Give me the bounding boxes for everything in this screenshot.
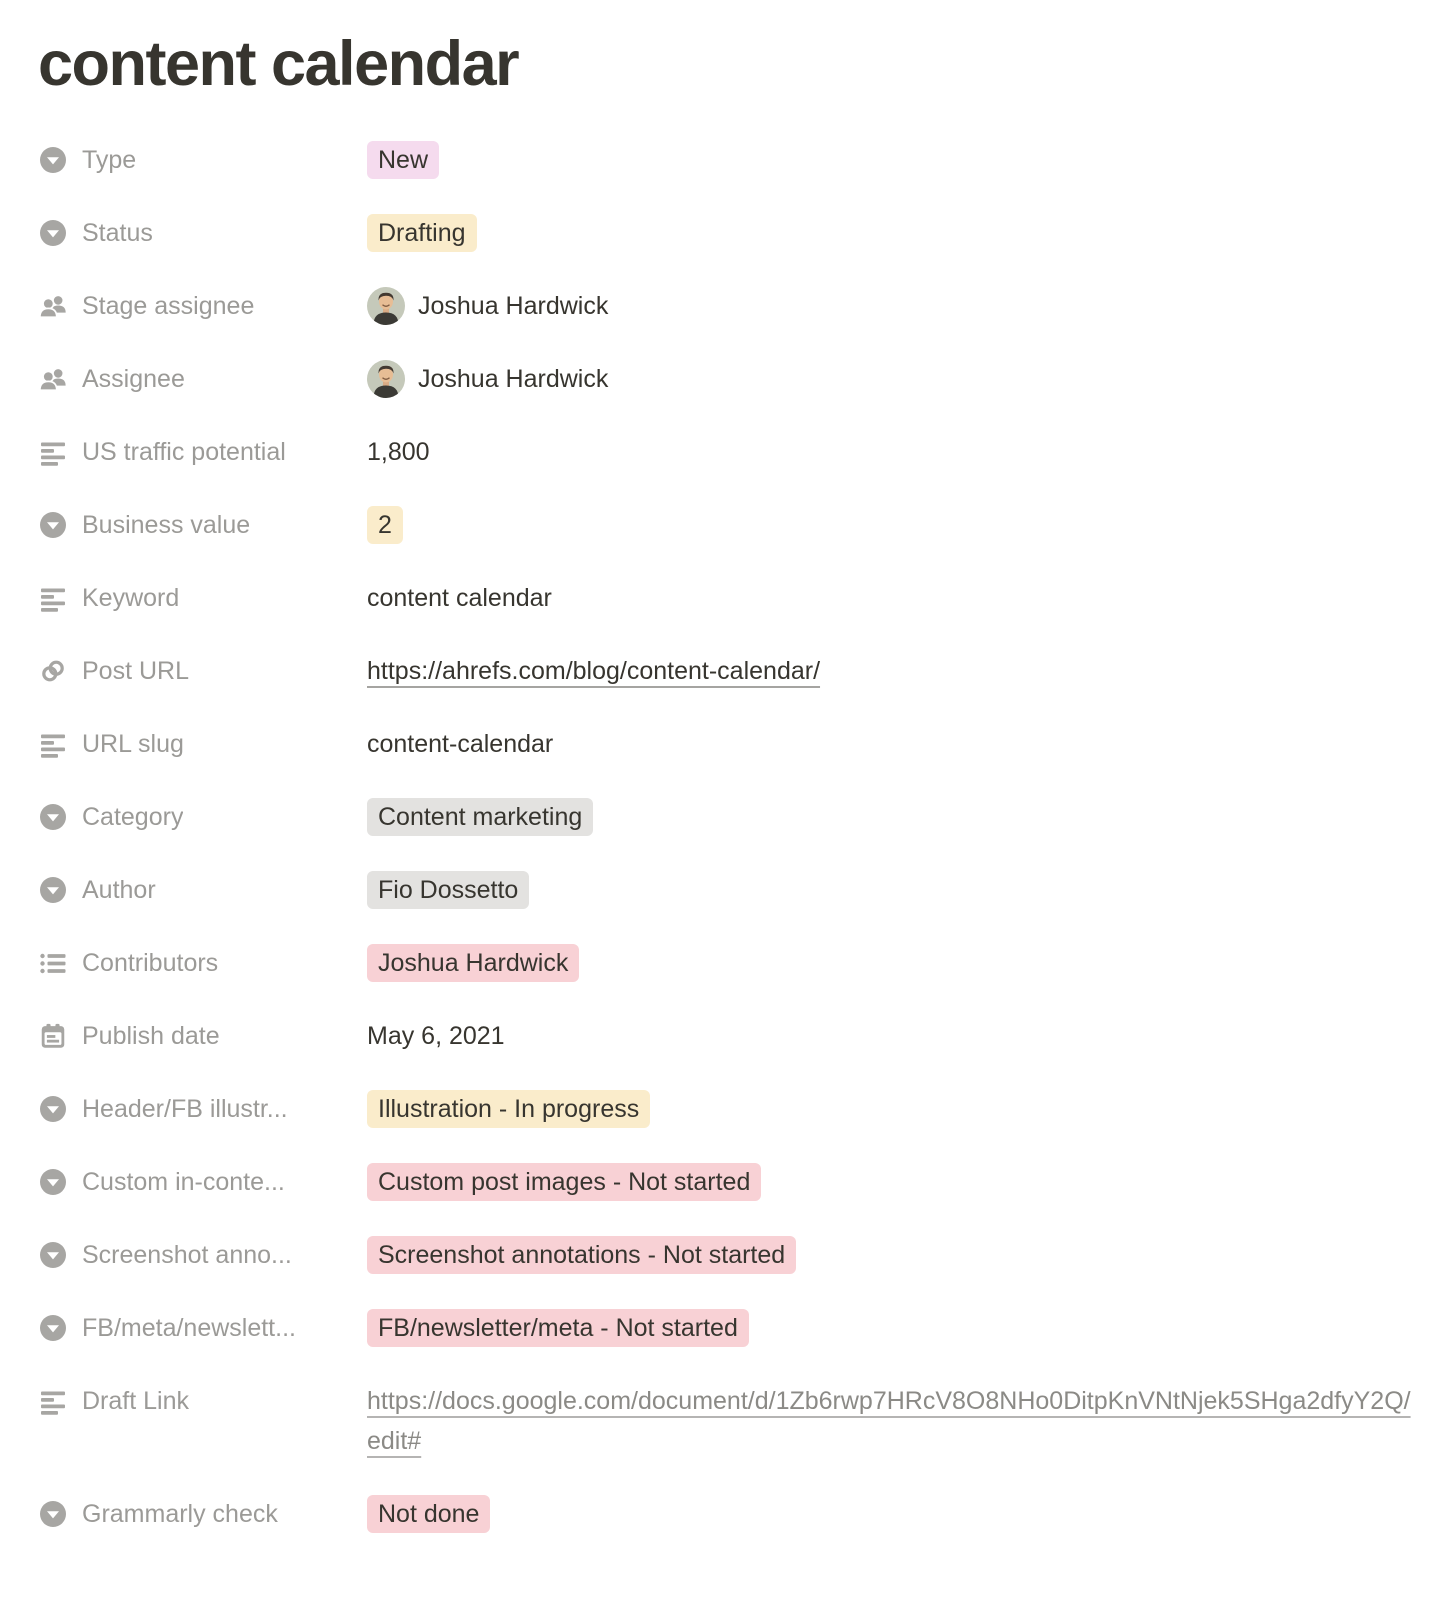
property-label[interactable] (38, 1016, 367, 1056)
property-row (38, 1308, 1414, 1348)
list-icon (38, 948, 68, 978)
property-label[interactable] (38, 1381, 367, 1421)
url-link[interactable]: https://ahrefs.com/blog/content-calendar/ (367, 657, 821, 686)
property-value[interactable] (367, 1235, 1414, 1275)
property-label[interactable] (38, 870, 367, 910)
url-link[interactable]: https://docs.google.com/document/d/1Zb6rwp7HRcV8O8NHo0DitpKnVNtNjek5SHga2dfyY2Q/edit# (367, 1387, 1411, 1456)
avatar (367, 360, 405, 398)
select-icon (38, 218, 68, 248)
property-row (38, 1089, 1414, 1129)
property-label-text: Publish date (82, 1022, 220, 1051)
property-label[interactable] (38, 213, 367, 253)
property-value[interactable] (367, 140, 1414, 180)
value-badge[interactable]: Joshua Hardwick (367, 944, 579, 982)
value-badge[interactable]: Screenshot annotations - Not started (367, 1236, 796, 1274)
property-row (38, 1162, 1414, 1202)
value-text: content calendar (367, 584, 552, 613)
property-value[interactable] (367, 286, 1414, 326)
property-value[interactable] (367, 578, 1414, 618)
property-value[interactable] (367, 724, 1414, 764)
avatar (367, 287, 405, 325)
property-row (38, 1235, 1414, 1275)
select-icon (38, 510, 68, 540)
property-value[interactable] (367, 797, 1414, 837)
person-chip[interactable] (367, 359, 608, 399)
property-label-text: Keyword (82, 584, 180, 613)
link-icon (38, 656, 68, 686)
property-label-text: Contributors (82, 949, 219, 978)
property-value[interactable] (367, 432, 1414, 472)
property-row (38, 359, 1414, 399)
property-value[interactable] (367, 870, 1414, 910)
property-label[interactable] (38, 286, 367, 326)
property-label-text: Stage assignee (82, 292, 255, 321)
property-row (38, 943, 1414, 983)
property-row (38, 724, 1414, 764)
property-row (38, 1494, 1414, 1534)
text-icon (38, 729, 68, 759)
property-label[interactable] (38, 505, 367, 545)
property-label[interactable] (38, 1162, 367, 1202)
property-label-text: Screenshot anno... (82, 1241, 292, 1270)
value-badge[interactable]: Drafting (367, 214, 477, 252)
select-icon (38, 1094, 68, 1124)
value-text: May 6, 2021 (367, 1022, 505, 1051)
property-label-text: Header/FB illustr... (82, 1095, 288, 1124)
person-icon (38, 291, 68, 321)
property-value[interactable] (367, 1089, 1414, 1129)
property-label[interactable] (38, 651, 367, 691)
property-value[interactable] (367, 213, 1414, 253)
value-badge[interactable]: Fio Dossetto (367, 871, 529, 909)
property-label-text: US traffic potential (82, 438, 286, 467)
property-row (38, 651, 1414, 691)
property-label[interactable] (38, 359, 367, 399)
value-badge[interactable]: FB/newsletter/meta - Not started (367, 1309, 749, 1347)
property-row (38, 578, 1414, 618)
property-label-text: Grammarly check (82, 1500, 278, 1529)
value-badge[interactable]: New (367, 141, 439, 179)
property-row (38, 505, 1414, 545)
value-badge[interactable]: Not done (367, 1495, 490, 1533)
property-row (38, 140, 1414, 180)
value-text: 1,800 (367, 438, 430, 467)
property-value[interactable] (367, 505, 1414, 545)
select-icon (38, 145, 68, 175)
property-label[interactable] (38, 797, 367, 837)
calendar-icon (38, 1021, 68, 1051)
property-value[interactable] (367, 1308, 1414, 1348)
property-value[interactable] (367, 1162, 1414, 1202)
select-icon (38, 1499, 68, 1529)
person-name: Joshua Hardwick (418, 292, 609, 321)
property-label-text: Assignee (82, 365, 185, 394)
property-value[interactable] (367, 1381, 1414, 1461)
select-icon (38, 802, 68, 832)
property-label-text: Category (82, 803, 184, 832)
property-row (38, 432, 1414, 472)
property-label-text: FB/meta/newslett... (82, 1314, 296, 1343)
property-row (38, 1016, 1414, 1056)
value-badge[interactable]: 2 (367, 506, 403, 544)
text-icon (38, 1386, 68, 1416)
property-label[interactable] (38, 1089, 367, 1129)
property-label-text: Post URL (82, 657, 189, 686)
property-label[interactable] (38, 578, 367, 618)
person-name: Joshua Hardwick (418, 365, 609, 394)
select-icon (38, 1240, 68, 1270)
property-value[interactable] (367, 651, 1414, 691)
property-label-text: Business value (82, 511, 251, 540)
property-row (38, 870, 1414, 910)
value-badge[interactable]: Content marketing (367, 798, 593, 836)
property-value[interactable] (367, 359, 1414, 399)
person-chip[interactable] (367, 286, 608, 326)
property-row (38, 213, 1414, 253)
property-label[interactable] (38, 432, 367, 472)
property-label-text: URL slug (82, 730, 184, 759)
property-label-text: Status (82, 219, 153, 248)
property-label[interactable] (38, 1494, 367, 1534)
value-badge[interactable]: Illustration - In progress (367, 1090, 650, 1128)
select-icon (38, 1313, 68, 1343)
property-label-text: Custom in-conte... (82, 1168, 285, 1197)
page-title[interactable]: content calendar (38, 29, 519, 99)
text-icon (38, 437, 68, 467)
property-label[interactable] (38, 724, 367, 764)
property-value[interactable] (367, 1016, 1414, 1056)
select-icon (38, 1167, 68, 1197)
person-icon (38, 364, 68, 394)
property-row (38, 286, 1414, 326)
property-row (38, 797, 1414, 837)
property-value[interactable] (367, 1494, 1414, 1534)
property-label[interactable] (38, 140, 367, 180)
property-value[interactable] (367, 943, 1414, 983)
property-label-text: Draft Link (82, 1387, 189, 1416)
property-label-text: Author (82, 876, 156, 905)
property-label[interactable] (38, 1235, 367, 1275)
property-row (38, 1381, 1414, 1461)
value-text: content-calendar (367, 730, 554, 759)
text-icon (38, 583, 68, 613)
property-label-text: Type (82, 146, 137, 175)
property-label[interactable] (38, 1308, 367, 1348)
value-badge[interactable]: Custom post images - Not started (367, 1163, 761, 1201)
select-icon (38, 875, 68, 905)
property-list (38, 140, 1414, 1534)
property-label[interactable] (38, 943, 367, 983)
